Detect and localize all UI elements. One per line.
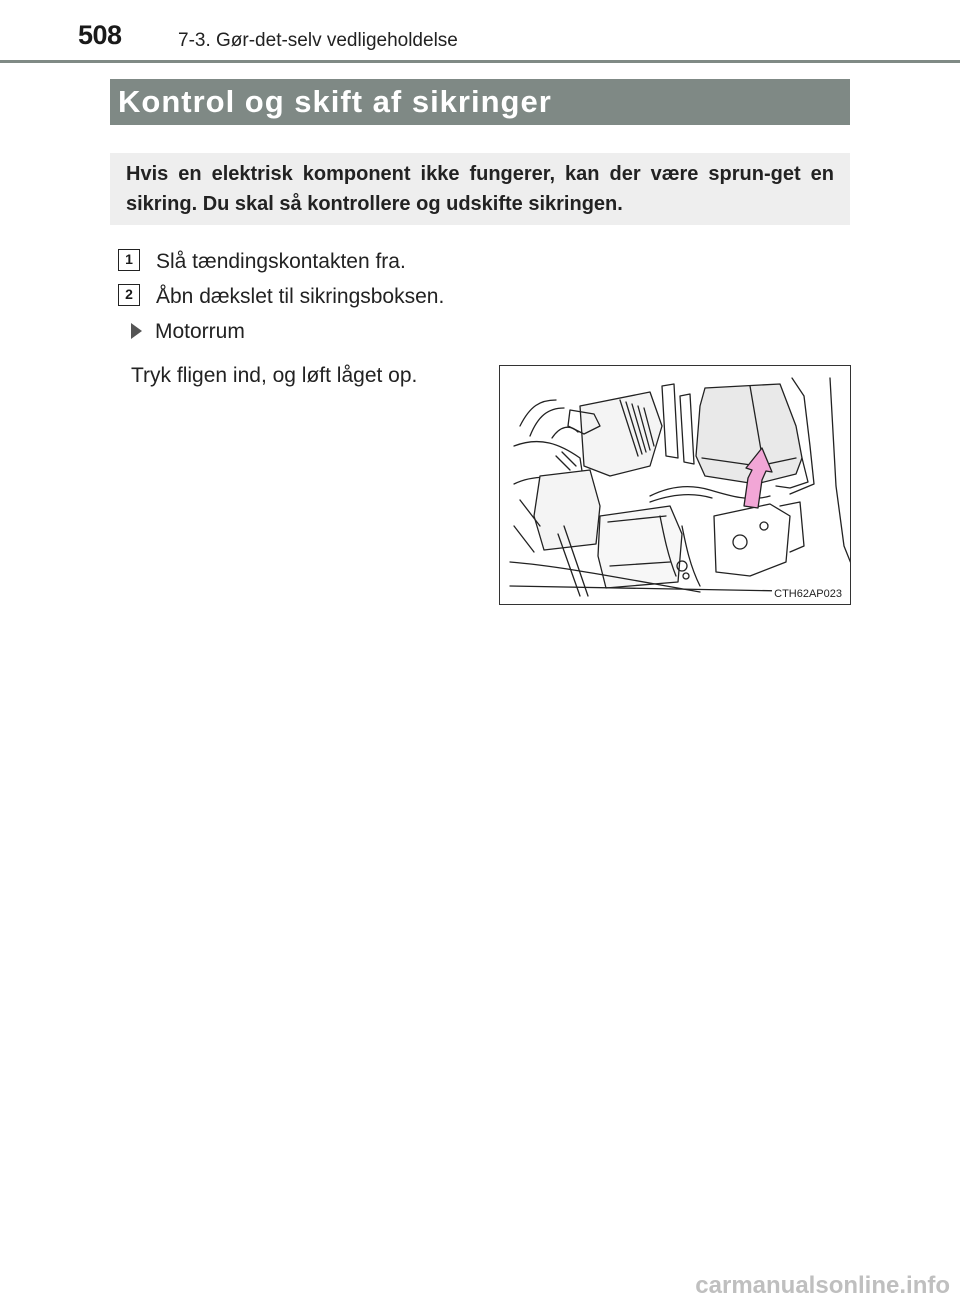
subsection-label: Motorrum (155, 320, 245, 343)
figure-code: CTH62AP023 (774, 588, 842, 600)
header-divider (0, 60, 960, 63)
watermark: carmanualsonline.info (695, 1272, 950, 1299)
instruction-text: Tryk fligen ind, og løft låget op. (131, 364, 418, 387)
step-number-2: 2 (118, 284, 140, 306)
page-title: Kontrol og skift af sikringer (110, 79, 850, 125)
step-number-1: 1 (118, 249, 140, 271)
section-title: 7-3. Gør-det-selv vedligeholdelse (178, 30, 458, 51)
bullet-arrow-icon (131, 323, 142, 339)
step-text-1: Slå tændingskontakten fra. (156, 250, 406, 273)
step-text-2: Åbn dækslet til sikringsboksen. (156, 285, 445, 308)
page-number: 508 (78, 20, 122, 50)
engine-bay-drawing (500, 366, 851, 605)
engine-fuse-box-illustration (499, 365, 851, 605)
intro-text: Hvis en elektrisk komponent ikke fungerer, kan der være sprun-get en sikring. Du skal så kontrollere og udskifte sikringen. (110, 153, 850, 225)
